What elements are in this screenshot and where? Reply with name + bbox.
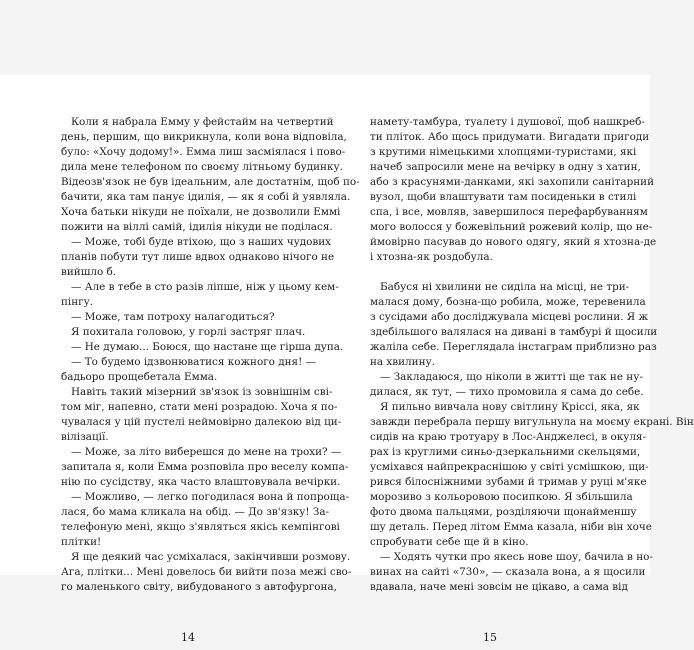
text-line: рах із круглими синьо-дзеркальними скельцями, — [370, 446, 641, 458]
book-spread — [0, 75, 694, 644]
page-number-right: 15 — [483, 631, 497, 644]
text-line: плітки! — [61, 536, 102, 548]
text-line: спа, і все, мовляв, завершилося перефарбуванням — [370, 206, 648, 218]
text-line: з крутими німецькими хлопцями-туристами, які — [370, 146, 637, 158]
text-line: чувалася у цій пустелі неймовірно далекою від ци- — [61, 416, 342, 428]
text-line: було: «Хочу додому!». Емма лиш засміялася і пово- — [61, 146, 346, 158]
text-line: — Може, тобі буде втіхою, що з наших чудових — [71, 236, 332, 248]
text-line: вийшло б. — [61, 266, 117, 278]
text-line: мого волосся у божевільний рожевий колір, що не- — [370, 221, 653, 233]
text-line: Я пильно вивчала нову світлину Кріссі, яка, як — [380, 401, 640, 413]
text-line — [370, 265, 591, 280]
text-line: лася, бо мама кликала на обід. — До зв'язку! За- — [61, 506, 330, 518]
text-line: день, першим, що викрикнула, коли вона відповіла, — [61, 131, 347, 143]
text-line: начеб запросили мене на вечірку в одну з хатин, — [370, 161, 641, 173]
text-line: рився білосніжними зубами й тримав у руці м'яке — [370, 476, 647, 488]
text-line: — Може, за літо виберешся до мене на трохи? — — [71, 446, 342, 458]
text-line: Я ще деякий час усміхалася, закінчивши розмову. — [71, 551, 351, 563]
text-line: — То будемо ідзвонюватися кожного дня! — — [71, 356, 316, 368]
text-line: фото двома пальцями, розділяючи щонайменшу — [370, 506, 637, 518]
text-line: ти пліток. Або щось придумати. Вигадати пригоди — [370, 131, 650, 143]
text-line: — Можливо, — легко погодилася вона й попроща- — [71, 491, 350, 503]
text-line: спробувати себе ще й в кіно. — [370, 536, 529, 548]
text-line: нію по сусідству, яка часто влаштовувала вечірки. — [61, 476, 341, 488]
text-line: телефоную мені, якщо з'являться якісь кемпінгові — [61, 521, 340, 533]
text-line: Навіть такий мізерний зв'язок із зовнішнім сві- — [71, 386, 333, 398]
text-line: сидів на краю тротуару в Лос-Анджелесі, в окуля- — [370, 431, 647, 443]
text-line: том міг, напевно, стати мені розрадою. Хоча я по- — [61, 401, 338, 413]
text-line: Я похитала головою, у горлі застряг плач. — [71, 326, 306, 338]
text-line: — Закладаюся, що ніколи в житті ще так не ну- — [380, 371, 643, 383]
text-line: — Не думаю... Боюся, що настане ще гірша дупа. — [71, 341, 344, 353]
text-line: планів побути тут лише вдвох однаково нічого не — [61, 251, 335, 263]
text-line: здебільшого валялася на дивані в тамбурі й щосили — [370, 326, 658, 338]
text-line: Ага, плітки... Мені довелось би вийти поза межі сво- — [61, 566, 352, 578]
text-line: бачити, яка там панує ідилія, — як я собі й уявляла. — [61, 191, 351, 203]
text-line: вдавала, наче мені зовсім не цікаво, а сама від — [370, 581, 628, 593]
text-line: — Але в тебе в сто разів ліпше, ніж у цьому кем- — [71, 281, 339, 293]
text-line: Хоча батьки нікуди не поїхали, не дозволили Еммі — [61, 206, 341, 218]
text-line: ймовірно пасував до нового одягу, який я хтозна-де — [370, 236, 657, 248]
text-line: жаліла себе. Переглядала інстаграм приблизно раз — [370, 341, 657, 353]
text-line: малася дому, бозна-що робила, може, теревенила — [370, 296, 646, 308]
text-line: дилася, як тут, — тихо промовила я сама до себе. — [370, 386, 644, 398]
text-line: з сусідами або досліджувала місцеві рослини. Я ж — [370, 311, 649, 323]
text-line: — Ходять чутки про якесь нове шоу, бачила в но- — [380, 551, 653, 563]
text-line: на хвилину. — [370, 356, 435, 368]
text-line: бадьоро прощебетала Емма. — [61, 371, 218, 383]
text-line: вузол, щоби влаштувати там посиденьки в стилі — [370, 191, 637, 203]
text-line: вілізації. — [61, 431, 109, 443]
text-line: і хтозна-як роздобула. — [370, 251, 493, 263]
text-line: дила мене телефоном по своєму літньому будинку. — [61, 161, 343, 173]
text-line: — Може, там потроху налагодиться? — [71, 311, 275, 323]
text-line: го маленького світу, вибудованого з автофургона, — [61, 581, 337, 593]
text-line: шу деталь. Перед літом Емма казала, ніби він хоче — [370, 521, 652, 533]
text-line: винах на сайті «730», — сказала вона, а я щосили — [370, 566, 646, 578]
text-line: запитала я, коли Емма розповіла про веселу компа- — [61, 461, 349, 473]
text-line: Бабуся ні хвилини не сиділа на місці, не три- — [380, 281, 630, 293]
text-line: пінгу. — [61, 296, 94, 308]
text-line: Відеозв'язок не був ідеальним, але достатнім, щоб по- — [61, 176, 360, 188]
text-line: усміхався найпрекраснішою у світі усмішкою, щи- — [370, 461, 649, 473]
text-line: морозиво з кольоровою посипкою. Я збільшила — [370, 491, 633, 503]
text-line: пожити на віллі самій, ідилія нікуди не поділася. — [61, 221, 333, 233]
text-line: намету-тамбура, туалету і душової, щоб нашкреб- — [370, 116, 645, 128]
text-line: Коли я набрала Емму у фейстайм на четвертий — [71, 116, 334, 128]
text-line: завжди перебрала першу вигульнула на моєму екрані. Він — [370, 416, 694, 428]
page-number-left: 14 — [181, 631, 195, 644]
text-line: або з красунями-данками, які захопили санітарний — [370, 176, 655, 188]
